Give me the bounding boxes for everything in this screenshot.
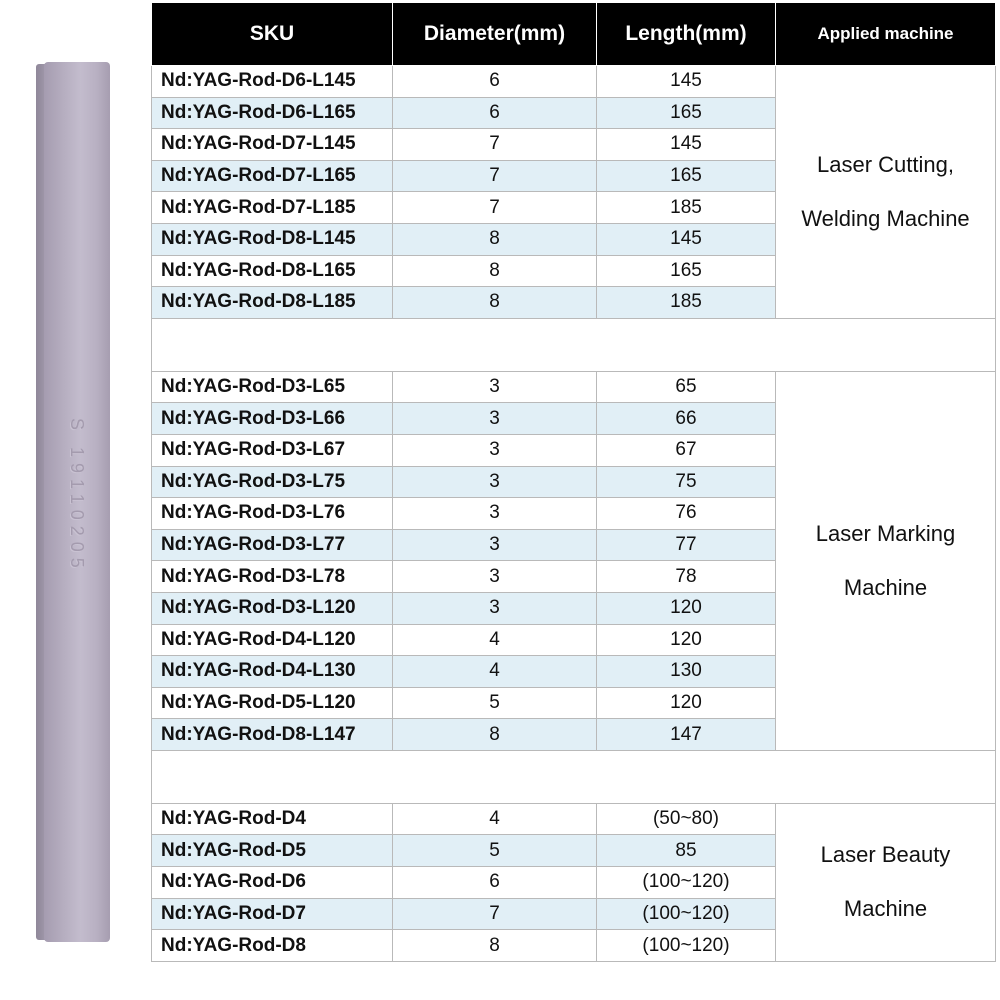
diameter-cell: 3	[393, 371, 597, 403]
sku-cell: Nd:YAG-Rod-D8	[152, 930, 393, 962]
header-row	[152, 3, 996, 66]
sku-cell: Nd:YAG-Rod-D3-L65	[152, 371, 393, 403]
diameter-cell: 3	[393, 529, 597, 561]
diameter-cell: 8	[393, 930, 597, 962]
sku-cell: Nd:YAG-Rod-D3-L76	[152, 498, 393, 530]
header-length: Length(mm)	[597, 3, 776, 66]
length-cell: 165	[597, 97, 776, 129]
group-spacer	[152, 318, 996, 371]
length-cell: 165	[597, 160, 776, 192]
length-cell: 76	[597, 498, 776, 530]
length-cell: 78	[597, 561, 776, 593]
length-cell: 145	[597, 129, 776, 161]
diameter-cell: 8	[393, 287, 597, 319]
diameter-cell: 5	[393, 835, 597, 867]
applied-machine-line: Welding Machine	[801, 205, 970, 231]
table-row	[152, 371, 996, 403]
header-diameter: Diameter(mm)	[393, 3, 597, 66]
sku-cell: Nd:YAG-Rod-D8-L145	[152, 223, 393, 255]
applied-machine-line: Laser Cutting,	[817, 151, 954, 177]
yag-rod-image	[36, 62, 114, 942]
sku-cell: Nd:YAG-Rod-D3-L75	[152, 466, 393, 498]
sku-cell: Nd:YAG-Rod-D6-L145	[152, 66, 393, 98]
applied-machine-line: Laser Beauty	[820, 842, 951, 868]
diameter-cell: 7	[393, 129, 597, 161]
diameter-cell: 3	[393, 434, 597, 466]
table-row	[152, 66, 996, 98]
diameter-cell: 3	[393, 498, 597, 530]
applied-machine-line: Machine	[843, 574, 928, 600]
group-spacer-row	[152, 750, 996, 803]
rod-engraving: S 19110205	[67, 418, 87, 574]
length-cell: 165	[597, 255, 776, 287]
diameter-cell: 7	[393, 898, 597, 930]
length-cell: 185	[597, 287, 776, 319]
sku-cell: Nd:YAG-Rod-D4-L120	[152, 624, 393, 656]
sku-cell: Nd:YAG-Rod-D6	[152, 867, 393, 899]
sku-cell: Nd:YAG-Rod-D3-L120	[152, 592, 393, 624]
length-cell: 145	[597, 223, 776, 255]
sku-cell: Nd:YAG-Rod-D3-L77	[152, 529, 393, 561]
length-cell: 145	[597, 66, 776, 98]
diameter-cell: 3	[393, 466, 597, 498]
diameter-cell: 7	[393, 160, 597, 192]
diameter-cell: 8	[393, 223, 597, 255]
diameter-cell: 3	[393, 561, 597, 593]
sku-cell: Nd:YAG-Rod-D5-L120	[152, 687, 393, 719]
diameter-cell: 6	[393, 66, 597, 98]
group-spacer-row	[152, 318, 996, 371]
diameter-cell: 3	[393, 403, 597, 435]
length-cell: (100~120)	[597, 867, 776, 899]
diameter-cell: 4	[393, 624, 597, 656]
applied-machine-cell	[776, 371, 996, 750]
sku-cell: Nd:YAG-Rod-D7-L185	[152, 192, 393, 224]
applied-machine-line: Laser Marking	[815, 520, 956, 546]
length-cell: 130	[597, 656, 776, 688]
diameter-cell: 6	[393, 97, 597, 129]
length-cell: 120	[597, 687, 776, 719]
sku-cell: Nd:YAG-Rod-D7-L145	[152, 129, 393, 161]
length-cell: (50~80)	[597, 803, 776, 835]
applied-machine-cell	[776, 66, 996, 319]
length-cell: (100~120)	[597, 898, 776, 930]
length-cell: 77	[597, 529, 776, 561]
sku-cell: Nd:YAG-Rod-D7-L165	[152, 160, 393, 192]
header-sku: SKU	[152, 3, 393, 66]
sku-cell: Nd:YAG-Rod-D4-L130	[152, 656, 393, 688]
length-cell: (100~120)	[597, 930, 776, 962]
applied-machine-cell	[776, 803, 996, 961]
length-cell: 67	[597, 434, 776, 466]
diameter-cell: 4	[393, 803, 597, 835]
diameter-cell: 6	[393, 867, 597, 899]
length-cell: 66	[597, 403, 776, 435]
sku-cell: Nd:YAG-Rod-D3-L78	[152, 561, 393, 593]
diameter-cell: 7	[393, 192, 597, 224]
sku-cell: Nd:YAG-Rod-D8-L165	[152, 255, 393, 287]
table-body	[152, 66, 996, 962]
length-cell: 85	[597, 835, 776, 867]
sku-cell: Nd:YAG-Rod-D8-L185	[152, 287, 393, 319]
diameter-cell: 8	[393, 719, 597, 751]
length-cell: 120	[597, 624, 776, 656]
diameter-cell: 8	[393, 255, 597, 287]
diameter-cell: 4	[393, 656, 597, 688]
length-cell: 65	[597, 371, 776, 403]
sku-cell: Nd:YAG-Rod-D4	[152, 803, 393, 835]
table-row	[152, 803, 996, 835]
sku-cell: Nd:YAG-Rod-D3-L66	[152, 403, 393, 435]
header-applied-machine: Applied machine	[776, 3, 996, 66]
diameter-cell: 5	[393, 687, 597, 719]
length-cell: 185	[597, 192, 776, 224]
sku-cell: Nd:YAG-Rod-D6-L165	[152, 97, 393, 129]
sku-cell: Nd:YAG-Rod-D5	[152, 835, 393, 867]
length-cell: 147	[597, 719, 776, 751]
sku-cell: Nd:YAG-Rod-D3-L67	[152, 434, 393, 466]
sku-cell: Nd:YAG-Rod-D8-L147	[152, 719, 393, 751]
applied-machine-line: Machine	[843, 896, 928, 922]
length-cell: 75	[597, 466, 776, 498]
spec-table	[151, 2, 996, 962]
length-cell: 120	[597, 592, 776, 624]
group-spacer	[152, 750, 996, 803]
sku-cell: Nd:YAG-Rod-D7	[152, 898, 393, 930]
diameter-cell: 3	[393, 592, 597, 624]
